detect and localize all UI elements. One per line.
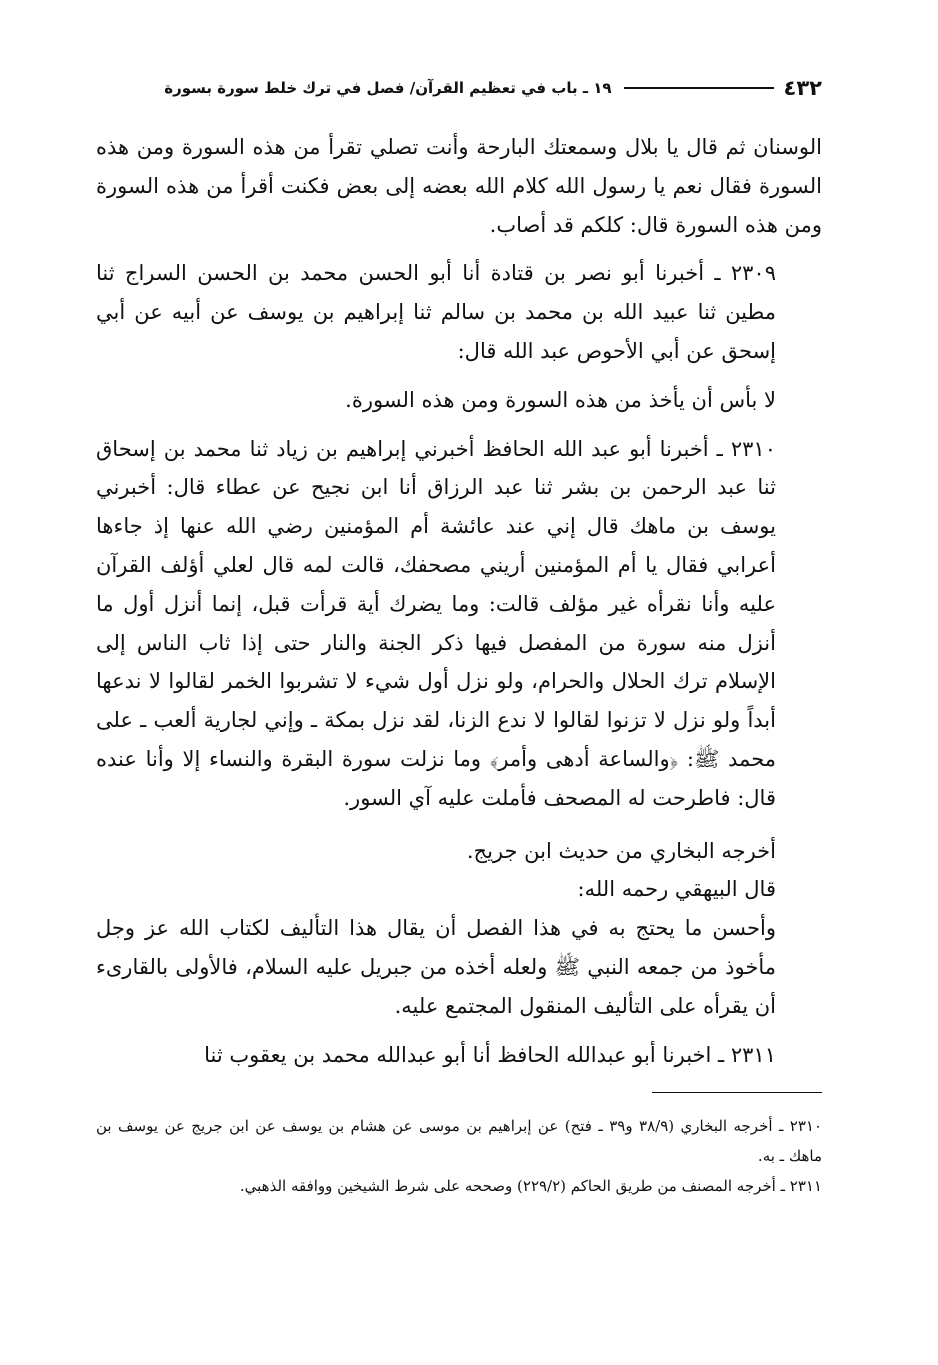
page-number: ٤٣٢	[783, 76, 822, 100]
book-page	[96, 70, 822, 1201]
takhrij-line: أخرجه البخاري من حديث ابن جريج.	[466, 838, 776, 863]
paragraph-hadith-2310: ٢٣١٠ ـ أخبرنا أبو عبد الله الحافظ أخبرني إبراهيم بن زياد ثنا محمد بن إسحاق ثنا عبد الرحمن بن بشر ثنا عبد الرزاق أنا ابن نجيح عن عطاء قال: أخبرني يوسف بن ماهك قال إني عند عائشة أم المؤمنين رضي الله عنها إذ جاءها أعرابي فقال يا أم المؤمنين أريني مصحفك، قالت لمه قال لعلي أؤلف القرآن عليه وأنا نقرأه غير مؤلف قالت: وما يضرك أية قرأت قبل، إنما أنزل أول ما أنزل منه سورة من المفصل فيها ذكر الجنة والنار حتى إذا ثاب الناس إلى الإسلام ترك الحلال والحرام، ولو نزل أول شيء لا تشربوا الخمر لقالوا لا ندعها أبداً ولو نزل لا تزنوا لقالوا لا ندع الزنا، لقد نزل بمكة ـ وإني لجارية ألعب ـ على محمد ﷺ: ﴿والساعة أدهى وأمر﴾ وما نزلت سورة البقرة والنساء إلا وأنا عنده قال: فاطرحت له المصحف فأملت عليه آي السور.	[96, 436, 776, 810]
header-rule	[624, 87, 774, 89]
footnote-2311: ٢٣١١ ـ أخرجه المصنف من طريق الحاكم (٢٢٩/٢) وصححه على شرط الشيخين ووافقه الذهبي.	[239, 1177, 822, 1196]
paragraph-hadith-2311: ٢٣١١ ـ اخبرنا أبو عبدالله الحافظ أنا أبو عبدالله محمد بن يعقوب ثنا	[204, 1042, 776, 1067]
footnote-2310: ٢٣١٠ ـ أخرجه البخاري (٣٨/٩ و٣٩ ـ فتح) عن إبراهيم بن موسى عن هشام بن يوسف عن ابن جريج عن يوسف بن ماهك ـ به.	[96, 1117, 823, 1166]
author-comment-intro: قال البيهقي رحمه الله:	[577, 877, 776, 902]
paragraph-hadith-2309: ٢٣٠٩ ـ أخبرنا أبو نصر بن قتادة أنا أبو الحسن محمد بن الحسن السراج ثنا مطين ثنا عبيد الله بن محمد بن سالم ثنا إبراهيم بن يوسف عن أبيه عن أبي إسحق عن أبي الأحوص عبد الله قال:	[96, 261, 776, 363]
paragraph-narration: لا بأس أن يأخذ من هذه السورة ومن هذه السورة.	[345, 387, 776, 412]
paragraph-continuation: الوسنان ثم قال يا بلال وسمعتك البارحة وأنت تصلي تقرأ من هذه السورة ومن هذه السورة فقال نعم يا رسول الله كلام الله بعضه إلى بعض فكنت أقرأ من هذه السورة ومن هذه السورة قال: كلكم قد أصاب.	[96, 135, 822, 237]
footnotes	[96, 1111, 822, 1201]
running-title: ١٩ ـ باب في تعظيم القرآن/ فصل في ترك خلط سورة بسورة	[164, 79, 612, 97]
page-header	[96, 70, 822, 106]
main-text	[96, 128, 822, 1074]
paragraph-author-comment: وأحسن ما يحتج به في هذا الفصل أن يقال هذا التأليف لكتاب الله عز وجل مأخوذ من جمعه النبي ﷺ ولعله أخذه من جبريل عليه السلام، فالأولى بالقارىء أن يقرأه على التأليف المنقول المجتمع عليه.	[96, 916, 776, 1018]
spacer	[96, 818, 822, 832]
footnote-rule	[652, 1092, 822, 1093]
